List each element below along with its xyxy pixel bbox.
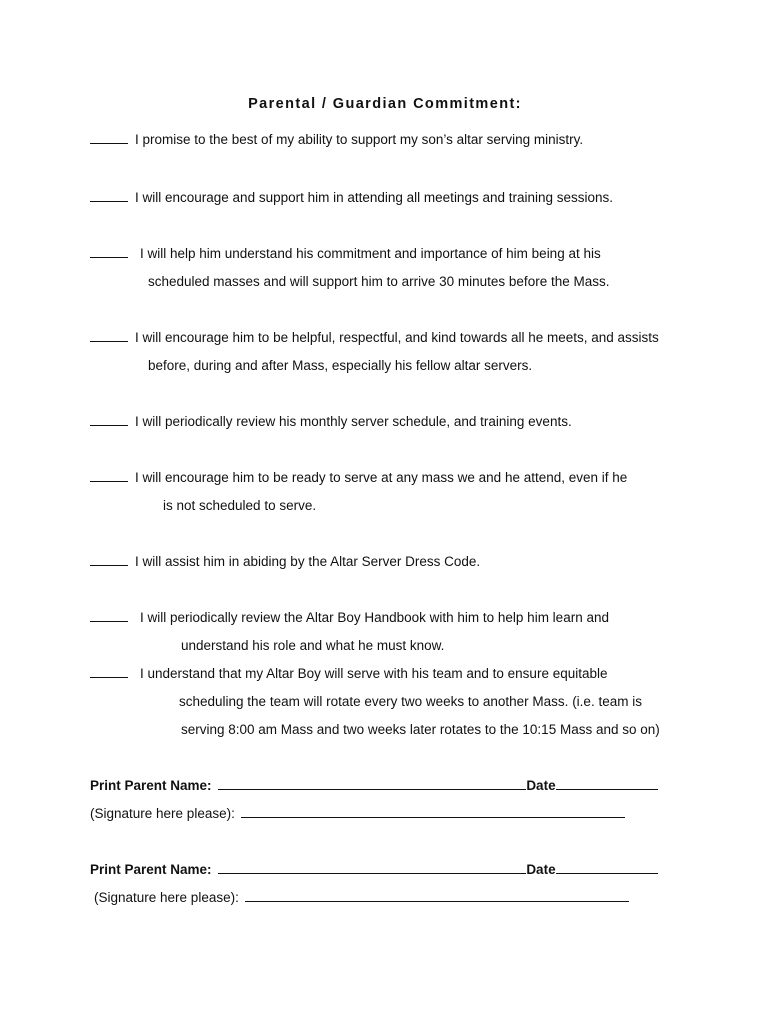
commitment-item-1: I promise to the best of my ability to support my son’s altar serving ministry. [90,131,583,149]
date-field[interactable] [556,777,658,790]
page-title: Parental / Guardian Commitment: [248,96,522,112]
commitment-item-4: I will encourage him to be helpful, respectful, and kind towards all he meets, and assists [90,329,659,347]
date-label: Date [526,778,556,793]
commitment-item-8: I will periodically review the Altar Boy Handbook with him to help him learn and [90,609,609,627]
signature-label: (Signature here please): [90,806,235,821]
parent-2-signature-row [94,889,629,907]
commitment-item-3-cont: scheduled masses and will support him to arrive 30 minutes before the Mass. [148,274,610,289]
date-field[interactable] [556,861,658,874]
print-parent-name-label: Print Parent Name: [90,862,212,877]
parent-1-signature-row [90,805,625,823]
initial-blank[interactable] [90,245,128,258]
commitment-item-2: I will encourage and support him in attending all meetings and training sessions. [90,189,613,207]
commitment-item-4-cont: before, during and after Mass, especially his fellow altar servers. [148,358,533,373]
parent-name-field[interactable] [218,777,526,790]
initial-blank[interactable] [90,469,128,482]
commitment-item-7: I will assist him in abiding by the Altar Server Dress Code. [90,553,480,571]
commitment-item-5: I will periodically review his monthly server schedule, and training events. [90,413,572,431]
commitment-item-9-cont-2: serving 8:00 am Mass and two weeks later rotates to the 10:15 Mass and so on) [181,722,660,737]
initial-blank[interactable] [90,609,128,622]
initial-blank[interactable] [90,131,128,144]
date-label: Date [526,862,556,877]
commitment-item-3: I will help him understand his commitment and importance of him being at his [90,245,601,263]
parent-1-name-row [90,777,658,795]
initial-blank[interactable] [90,413,128,426]
signature-field[interactable] [245,889,629,902]
print-parent-name-label: Print Parent Name: [90,778,212,793]
initial-blank[interactable] [90,665,128,678]
commitment-item-9-cont-1: scheduling the team will rotate every two weeks to another Mass. (i.e. team is [179,694,642,709]
commitment-item-9: I understand that my Altar Boy will serve with his team and to ensure equitable [90,665,608,683]
commitment-item-6: I will encourage him to be ready to serve at any mass we and he attend, even if he [90,469,627,487]
signature-label: (Signature here please): [94,890,239,905]
commitment-item-6-cont: is not scheduled to serve. [163,498,317,513]
signature-field[interactable] [241,805,625,818]
commitment-item-8-cont: understand his role and what he must know. [181,638,445,653]
parent-2-name-row [90,861,658,879]
initial-blank[interactable] [90,553,128,566]
initial-blank[interactable] [90,189,128,202]
initial-blank[interactable] [90,329,128,342]
parent-name-field[interactable] [218,861,526,874]
